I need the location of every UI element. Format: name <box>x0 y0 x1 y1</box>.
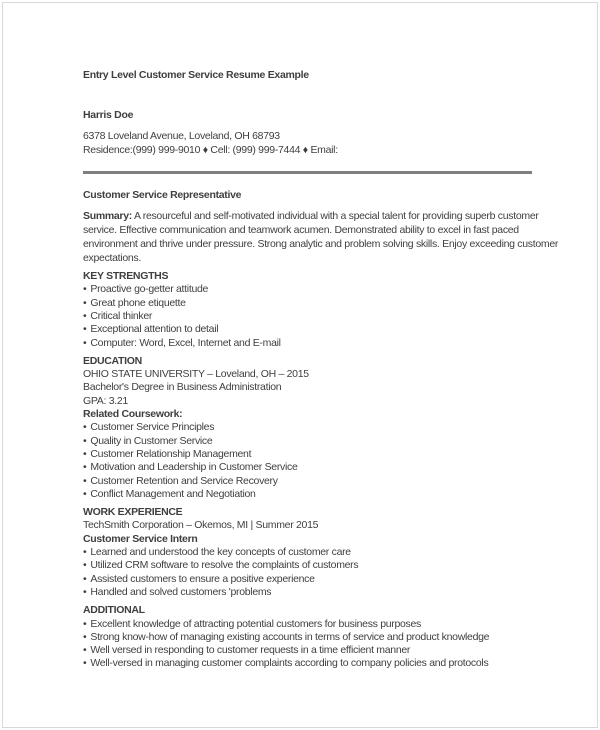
bullet-icon: • <box>83 447 87 460</box>
strength-item <box>83 310 567 323</box>
section-additional <box>83 604 567 670</box>
section-divider <box>83 171 532 174</box>
additional-item-text: Well versed in responding to customer requests in a time efficient manner <box>90 644 411 657</box>
candidate-name: Harris Doe <box>83 109 134 122</box>
coursework-item-text: Quality in Customer Service <box>90 434 213 447</box>
additional-item <box>83 644 567 657</box>
bullet-icon: • <box>83 461 87 474</box>
bullet-icon: • <box>83 336 87 349</box>
job-title: Customer Service Representative <box>83 188 242 201</box>
bullet-icon: • <box>83 323 87 336</box>
coursework-item <box>83 461 567 474</box>
additional-item-text: Well-versed in managing customer complaints according to company policies and protocols <box>90 657 489 670</box>
coursework-item <box>83 448 567 461</box>
summary-paragraph <box>83 209 567 265</box>
strength-item-text: Critical thinker <box>90 309 153 322</box>
coursework-list <box>83 421 567 501</box>
coursework-item <box>83 488 567 501</box>
additional-heading: ADDITIONAL <box>83 604 145 617</box>
bullet-icon: • <box>83 487 87 500</box>
education-line: OHIO STATE UNIVERSITY – Loveland, OH – 2015 <box>83 368 309 381</box>
work-item <box>83 559 567 572</box>
work-experience-heading: WORK EXPERIENCE <box>83 506 183 519</box>
additional-item <box>83 631 567 644</box>
bullet-icon: • <box>83 309 87 322</box>
additional-item <box>83 618 567 631</box>
key-strengths-heading: KEY STRENGTHS <box>83 270 169 283</box>
additional-item-text: Excellent knowledge of attracting potential customers for business purposes <box>90 617 422 630</box>
strength-item <box>83 323 567 336</box>
coursework-item <box>83 421 567 434</box>
coursework-heading: Related Coursework: <box>83 408 183 421</box>
bullet-icon: • <box>83 296 87 309</box>
coursework-item-text: Customer Retention and Service Recovery <box>90 474 278 487</box>
strength-item-text: Great phone etiquette <box>90 296 186 309</box>
work-item <box>83 573 567 586</box>
key-strengths-list <box>83 283 567 349</box>
work-item-text: Handled and solved customers 'problems <box>90 585 272 598</box>
work-item <box>83 546 567 559</box>
bullet-icon: • <box>83 617 87 630</box>
contact-line: Residence:(999) 999-9010 ♦ Cell: (999) 999-7444 ♦ Email: <box>83 144 338 157</box>
education-lines <box>83 368 567 408</box>
work-experience-list <box>83 546 567 599</box>
coursework-item-text: Motivation and Leadership in Customer Service <box>90 461 298 474</box>
coursework-item <box>83 435 567 448</box>
coursework-item <box>83 475 567 488</box>
work-item <box>83 586 567 599</box>
summary-text: A resourceful and self-motivated individual with a special talent for providing superb customer service. Effective communication and teamwork acumen. Demonstrated ability to excel in fast paced environment and thrive under pressure. Strong analytic and problem solving skills. Enjoy exceeding customer expectations. <box>83 210 559 265</box>
bullet-icon: • <box>83 630 87 643</box>
strength-item <box>83 283 567 296</box>
coursework-item-text: Customer Relationship Management <box>90 447 252 460</box>
section-education <box>83 355 567 501</box>
role-title: Customer Service Intern <box>83 532 198 545</box>
document-title: Entry Level Customer Service Resume Example <box>83 69 309 81</box>
address-line: 6378 Loveland Avenue, Loveland, OH 68793 <box>83 129 280 142</box>
bullet-icon: • <box>83 657 87 670</box>
bullet-icon: • <box>83 434 87 447</box>
strength-item-text: Exceptional attention to detail <box>90 323 219 336</box>
bullet-icon: • <box>83 546 87 559</box>
education-heading: EDUCATION <box>83 354 142 367</box>
section-work-experience <box>83 506 567 599</box>
bullet-icon: • <box>83 644 87 657</box>
summary-label: Summary: <box>83 210 132 223</box>
employer-line: TechSmith Corporation – Okemos, MI | Summer 2015 <box>83 519 319 532</box>
coursework-item-text: Conflict Management and Negotiation <box>90 487 256 500</box>
bullet-icon: • <box>83 283 87 296</box>
education-line: GPA: 3.21 <box>83 394 128 407</box>
bullet-icon: • <box>83 572 87 585</box>
strength-item-text: Proactive go-getter attitude <box>90 283 209 296</box>
strength-item <box>83 297 567 310</box>
bullet-icon: • <box>83 559 87 572</box>
work-item-text: Utilized CRM software to resolve the complaints of customers <box>90 559 359 572</box>
additional-item-text: Strong know-how of managing existing accounts in terms of service and product knowledge <box>90 630 490 643</box>
work-item-text: Assisted customers to ensure a positive experience <box>90 572 315 585</box>
bullet-icon: • <box>83 585 87 598</box>
strength-item <box>83 337 567 350</box>
bullet-icon: • <box>83 421 87 434</box>
additional-list <box>83 618 567 671</box>
strength-item-text: Computer: Word, Excel, Internet and E-mail <box>90 336 281 349</box>
education-line: Bachelor's Degree in Business Administration <box>83 381 282 394</box>
work-item-text: Learned and understood the key concepts of customer care <box>90 546 351 559</box>
additional-item <box>83 657 567 670</box>
bullet-icon: • <box>83 474 87 487</box>
resume-page <box>2 2 598 728</box>
section-key-strengths <box>83 270 567 350</box>
resume-content <box>3 3 597 671</box>
coursework-item-text: Customer Service Principles <box>90 421 215 434</box>
